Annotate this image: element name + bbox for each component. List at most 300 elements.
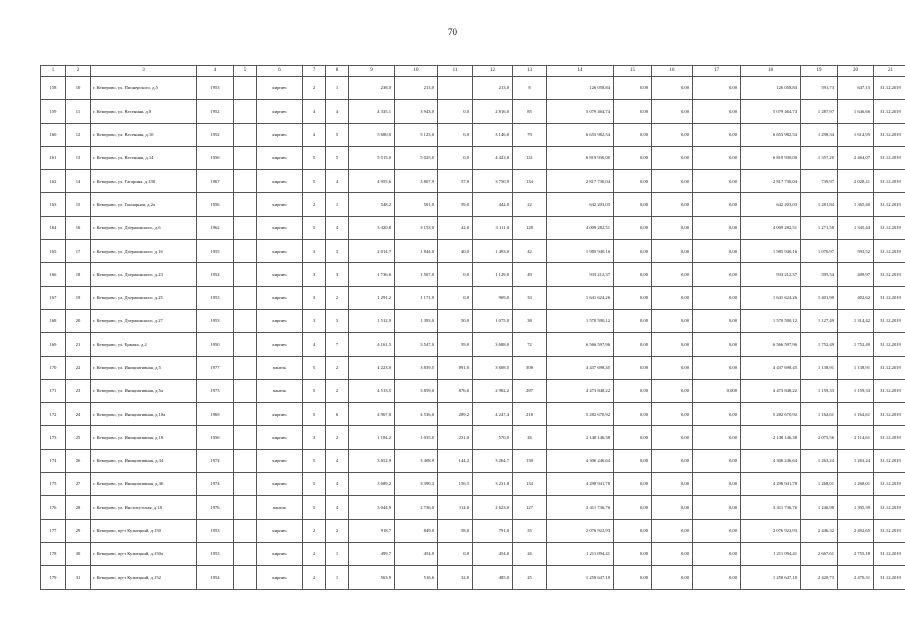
- table-cell: 1 035,0: [395, 426, 438, 449]
- table-cell: 0,00: [693, 403, 741, 426]
- table-cell: [234, 286, 257, 309]
- table-cell: 0,00: [693, 309, 741, 332]
- table-cell: 4: [303, 123, 326, 146]
- table-cell: 1 357,20: [801, 146, 838, 169]
- table-cell: 1973: [197, 379, 234, 402]
- table-cell: 121: [513, 146, 547, 169]
- table-cell: 2: [303, 77, 326, 100]
- table-cell: 164: [41, 216, 66, 239]
- table-cell: 2 755,18: [838, 542, 874, 565]
- table-cell: 4: [326, 170, 349, 193]
- table-cell: 4 967,0: [349, 403, 395, 426]
- table-cell: панель: [257, 356, 303, 379]
- table-cell: 2 420,73: [801, 566, 838, 589]
- table-cell: 38: [513, 309, 547, 332]
- table-cell: 11: [66, 100, 91, 123]
- column-number: 2: [66, 66, 91, 77]
- table-cell: 0,00: [652, 333, 693, 356]
- column-number: 7: [303, 66, 326, 77]
- table-cell: 3 420,8: [349, 216, 395, 239]
- table-cell: 40,0: [438, 240, 473, 263]
- table-cell: 1974: [197, 449, 234, 472]
- table-row: [41, 146, 905, 169]
- table-cell: 4 473 848,22: [547, 379, 614, 402]
- table-cell: 0,00: [652, 542, 693, 565]
- table-cell: 0,00: [693, 100, 741, 123]
- table-cell: 0,0: [438, 146, 473, 169]
- table-cell: 1: [326, 77, 349, 100]
- table-cell: 3 839,5: [395, 356, 438, 379]
- table-cell: 1 287,97: [801, 100, 838, 123]
- address-cell: г. Кемерово, пр-т Кузнецкий, д.152: [91, 566, 197, 589]
- table-cell: 2: [326, 519, 349, 542]
- table-cell: 1 250 647,10: [741, 566, 801, 589]
- table-cell: 499,7: [349, 542, 395, 565]
- table-cell: 31.12.2019: [874, 496, 905, 519]
- table-cell: 1 365,40: [838, 193, 874, 216]
- table-cell: 29: [66, 519, 91, 542]
- table-cell: 2: [326, 286, 349, 309]
- table-row: [41, 333, 905, 356]
- table-cell: кирпич: [257, 426, 303, 449]
- table-cell: 1 844,0: [395, 240, 438, 263]
- table-cell: 2 014,7: [349, 240, 395, 263]
- table-cell: 0,00: [652, 193, 693, 216]
- table-cell: 0,00: [614, 216, 652, 239]
- table-row: [41, 542, 905, 565]
- table-cell: 1 159,33: [838, 379, 874, 402]
- table-cell: 31.12.2019: [874, 77, 905, 100]
- table-cell: 4 513,5: [349, 379, 395, 402]
- table-cell: 0,00: [614, 356, 652, 379]
- table-cell: 2 667,61: [801, 542, 838, 565]
- table-cell: 1955: [197, 240, 234, 263]
- table-cell: 128: [513, 216, 547, 239]
- table-cell: 2 817 730,04: [741, 170, 801, 193]
- table-cell: 1953: [197, 286, 234, 309]
- table-cell: 58,0: [438, 519, 473, 542]
- table-cell: 3 231,8: [473, 473, 513, 496]
- table-cell: 1969: [197, 403, 234, 426]
- table-cell: 165: [41, 240, 66, 263]
- table-cell: 4 298 941,78: [741, 473, 801, 496]
- table-cell: 31.12.2019: [874, 333, 905, 356]
- table-cell: 5: [303, 356, 326, 379]
- table-cell: 176: [41, 496, 66, 519]
- table-cell: 85: [513, 100, 547, 123]
- table-cell: 5: [326, 146, 349, 169]
- table-cell: 3 411 736,76: [547, 496, 614, 519]
- table-cell: 32,0: [438, 566, 473, 589]
- table-cell: 19: [66, 286, 91, 309]
- column-number: 10: [395, 66, 438, 77]
- table-cell: 2 736,0: [395, 496, 438, 519]
- table-cell: 26: [513, 542, 547, 565]
- table-cell: 0,00: [652, 519, 693, 542]
- table-cell: 0,00: [614, 473, 652, 496]
- table-cell: 12: [66, 123, 91, 146]
- table-row: [41, 403, 905, 426]
- table-cell: 1967: [197, 170, 234, 193]
- table-cell: 231,0: [438, 426, 473, 449]
- table-cell: 1 281,84: [801, 193, 838, 216]
- table-cell: [234, 333, 257, 356]
- table-cell: 969,0: [473, 286, 513, 309]
- table-cell: 3: [326, 309, 349, 332]
- table-cell: 174: [41, 449, 66, 472]
- table-cell: 2: [303, 542, 326, 565]
- table-cell: 2 076 922,93: [741, 519, 801, 542]
- table-cell: 1: [326, 566, 349, 589]
- column-number: 4: [197, 66, 234, 77]
- address-cell: г. Кемерово, ул. Инициативная, д.5: [91, 356, 197, 379]
- table-cell: 4 161,5: [349, 333, 395, 356]
- table-cell: 0,00: [693, 216, 741, 239]
- table-cell: 0,00: [693, 566, 741, 589]
- table-cell: 791,0: [473, 519, 513, 542]
- table-cell: 2 492,65: [838, 519, 874, 542]
- table-cell: 933 212,37: [741, 263, 801, 286]
- table-cell: 6 819 930,00: [741, 146, 801, 169]
- table-cell: 1977: [197, 356, 234, 379]
- table-cell: 2: [326, 356, 349, 379]
- table-cell: 0,00: [652, 77, 693, 100]
- table-cell: 31.12.2019: [874, 403, 905, 426]
- table-cell: 172: [41, 403, 66, 426]
- table-cell: 35: [513, 519, 547, 542]
- table-cell: 6 566 597,96: [741, 333, 801, 356]
- table-cell: 1 512,9: [349, 309, 395, 332]
- table-cell: 4 009 282,51: [741, 216, 801, 239]
- table-cell: 5 079 464,74: [547, 100, 614, 123]
- table-cell: 163: [41, 193, 66, 216]
- table-cell: 4 298 941,78: [547, 473, 614, 496]
- table-row: [41, 356, 905, 379]
- table-cell: 0,00: [614, 449, 652, 472]
- column-number: 5: [234, 66, 257, 77]
- table-cell: 1 985 940,16: [547, 240, 614, 263]
- table-cell: 3 044,9: [349, 496, 395, 519]
- table-cell: 18: [66, 263, 91, 286]
- table-cell: 218: [513, 403, 547, 426]
- table-cell: 167: [41, 286, 66, 309]
- table-cell: 1 250 647,10: [547, 566, 614, 589]
- table-cell: 3 111,0: [473, 216, 513, 239]
- table-cell: 168: [41, 309, 66, 332]
- table-cell: 1 164,61: [838, 403, 874, 426]
- table-cell: 1 271,58: [801, 216, 838, 239]
- table-cell: 1 736,6: [349, 263, 395, 286]
- table-cell: 72: [513, 333, 547, 356]
- table-cell: 5: [303, 449, 326, 472]
- table-cell: 175: [41, 473, 66, 496]
- table-cell: 31.12.2019: [874, 473, 905, 496]
- table-cell: 4 955,6: [349, 170, 395, 193]
- table-cell: 0,00: [614, 77, 652, 100]
- table-cell: [234, 542, 257, 565]
- table-cell: 3 689,2: [349, 473, 395, 496]
- address-cell: г. Кемерово, ул. Инициативная, д.18: [91, 426, 197, 449]
- table-cell: [234, 100, 257, 123]
- table-cell: 0,00: [652, 309, 693, 332]
- table-cell: 173: [41, 426, 66, 449]
- table-row: [41, 240, 905, 263]
- table-cell: 501,0: [395, 193, 438, 216]
- address-cell: г. Кемерово, ул. Инициативная, д.18а: [91, 403, 197, 426]
- column-number: 9: [349, 66, 395, 77]
- table-cell: 1 314,42: [838, 309, 874, 332]
- table-cell: кирпич: [257, 403, 303, 426]
- table-cell: 2: [326, 379, 349, 402]
- table-cell: [234, 263, 257, 286]
- table-cell: 1974: [197, 473, 234, 496]
- table-row: [41, 473, 905, 496]
- table-cell: кирпич: [257, 566, 303, 589]
- table-cell: 0,00: [614, 333, 652, 356]
- housing-register-table: [40, 65, 905, 590]
- table-cell: 1 129,0: [473, 263, 513, 286]
- table-cell: 0,00: [652, 263, 693, 286]
- table-cell: 31.12.2019: [874, 566, 905, 589]
- table-cell: 31.12.2019: [874, 170, 905, 193]
- table-cell: 642 203,03: [547, 193, 614, 216]
- table-row: [41, 193, 905, 216]
- column-number: 12: [473, 66, 513, 77]
- table-cell: 27: [66, 473, 91, 496]
- table-cell: 1 985 940,16: [741, 240, 801, 263]
- table-cell: 2 148 146,38: [547, 426, 614, 449]
- table-cell: 0,0: [438, 123, 473, 146]
- table-cell: 0,00: [652, 403, 693, 426]
- table-cell: 0,00: [693, 193, 741, 216]
- table-cell: 5: [303, 403, 326, 426]
- table-cell: 1 075,0: [473, 309, 513, 332]
- table-cell: 114,0: [438, 496, 473, 519]
- table-cell: 4 473 848,22: [741, 379, 801, 402]
- table-cell: 1976: [197, 496, 234, 519]
- table-cell: 2 076 922,93: [547, 519, 614, 542]
- table-cell: 0,00: [693, 170, 741, 193]
- table-cell: 1 246,98: [801, 496, 838, 519]
- table-cell: 31.12.2019: [874, 100, 905, 123]
- table-cell: 0,00: [693, 333, 741, 356]
- table-cell: кирпич: [257, 77, 303, 100]
- table-cell: 31.12.2019: [874, 449, 905, 472]
- table-cell: 2 470,31: [838, 566, 874, 589]
- table-row: [41, 123, 905, 146]
- table-cell: 1 305,39: [838, 496, 874, 519]
- table-cell: 31.12.2019: [874, 240, 905, 263]
- table-cell: 1 268,01: [801, 473, 838, 496]
- table-cell: 31.12.2019: [874, 309, 905, 332]
- column-number: 15: [614, 66, 652, 77]
- table-cell: 4: [326, 100, 349, 123]
- table-cell: [234, 146, 257, 169]
- table-cell: 0,00: [652, 473, 693, 496]
- table-cell: [234, 379, 257, 402]
- table-cell: 570,0: [473, 426, 513, 449]
- table-cell: 0,00: [614, 170, 652, 193]
- table-cell: 7: [326, 333, 349, 356]
- address-cell: г. Кемерово, ул. Дзержинского, д.23: [91, 263, 197, 286]
- table-cell: 3 264,7: [473, 449, 513, 472]
- table-cell: 409,97: [838, 263, 874, 286]
- table-cell: 0,00: [652, 426, 693, 449]
- table-cell: 2 446,32: [801, 519, 838, 542]
- table-cell: 0,00: [614, 123, 652, 146]
- column-number: 16: [652, 66, 693, 77]
- table-row: [41, 170, 905, 193]
- table-cell: 171: [41, 379, 66, 402]
- table-cell: 213,0: [395, 77, 438, 100]
- table-cell: 5: [326, 123, 349, 146]
- table-cell: 0,0: [438, 286, 473, 309]
- table-cell: 3 652,9: [349, 449, 395, 472]
- table-cell: 31.12.2019: [874, 216, 905, 239]
- address-cell: г. Кемерово, ул. Дзержинского, д.25: [91, 286, 197, 309]
- table-cell: [234, 496, 257, 519]
- table-cell: 22: [513, 193, 547, 216]
- table-cell: 0,00: [693, 240, 741, 263]
- table-cell: [234, 193, 257, 216]
- address-cell: г. Кемерово, ул. Инициативная, д.36: [91, 473, 197, 496]
- column-number: 21: [874, 66, 905, 77]
- table-cell: кирпич: [257, 333, 303, 356]
- table-cell: 1 641 624,26: [741, 286, 801, 309]
- table-cell: [234, 170, 257, 193]
- table-cell: 26: [66, 449, 91, 472]
- table-cell: 1 493,0: [473, 240, 513, 263]
- table-cell: 0,00: [652, 146, 693, 169]
- table-cell: 0,00: [652, 100, 693, 123]
- table-cell: 0,00: [693, 519, 741, 542]
- table-cell: 0,00: [693, 473, 741, 496]
- column-number: 13: [513, 66, 547, 77]
- table-cell: 3 153,0: [395, 216, 438, 239]
- table-cell: 25: [66, 426, 91, 449]
- table-cell: 162: [41, 170, 66, 193]
- table-cell: 179: [41, 566, 66, 589]
- table-cell: 2 114,61: [838, 426, 874, 449]
- table-cell: 31.12.2019: [874, 286, 905, 309]
- table-cell: 1 345,44: [838, 216, 874, 239]
- address-cell: г. Кемерово, ул. Институтская, д.18: [91, 496, 197, 519]
- table-cell: 0,00: [693, 496, 741, 519]
- table-cell: 1 184,2: [349, 426, 395, 449]
- table-cell: 31.12.2019: [874, 263, 905, 286]
- table-cell: 20: [66, 309, 91, 332]
- table-cell: 130: [513, 449, 547, 472]
- table-cell: 2 982,2: [473, 379, 513, 402]
- table-cell: 1954: [197, 263, 234, 286]
- table-cell: 1 211 094,41: [547, 542, 614, 565]
- table-cell: 3: [303, 286, 326, 309]
- table-cell: 4 423,0: [473, 146, 513, 169]
- table-cell: 5: [303, 146, 326, 169]
- table-cell: 1 076,97: [801, 240, 838, 263]
- table-cell: 0,00: [652, 286, 693, 309]
- table-cell: 647,13: [838, 77, 874, 100]
- address-cell: г. Кемерово, ул. Инициативная, д.5а: [91, 379, 197, 402]
- table-cell: 485,0: [473, 566, 513, 589]
- table-cell: [234, 77, 257, 100]
- table-row: [41, 286, 905, 309]
- table-cell: 3 146,0: [473, 123, 513, 146]
- table-cell: 30: [66, 542, 91, 565]
- table-cell: панель: [257, 496, 303, 519]
- table-cell: 4 306 246,64: [741, 449, 801, 472]
- table-cell: 591,73: [801, 77, 838, 100]
- table-cell: 24: [66, 403, 91, 426]
- table-cell: 1 646,66: [838, 100, 874, 123]
- table-cell: 4 335,1: [349, 100, 395, 123]
- table-row: [41, 496, 905, 519]
- table-cell: 1962: [197, 216, 234, 239]
- table-cell: 1956: [197, 426, 234, 449]
- table-row: [41, 449, 905, 472]
- table-cell: 158: [41, 77, 66, 100]
- table-cell: 1 641 624,26: [547, 286, 614, 309]
- table-cell: 17: [66, 240, 91, 263]
- table-cell: 876,6: [438, 379, 473, 402]
- table-cell: 1 171,0: [395, 286, 438, 309]
- column-number-row: [41, 66, 905, 77]
- table-cell: 4 437 698,45: [547, 356, 614, 379]
- table-cell: 3 408,9: [395, 449, 438, 472]
- address-cell: г. Кемерово, ул. Дзержинского, д.6: [91, 216, 197, 239]
- table-cell: кирпич: [257, 519, 303, 542]
- table-cell: 4 009 282,51: [547, 216, 614, 239]
- table-cell: кирпич: [257, 542, 303, 565]
- table-cell: 3: [303, 240, 326, 263]
- table-cell: 6: [326, 403, 349, 426]
- table-cell: 169: [41, 333, 66, 356]
- table-cell: 126 058,84: [741, 77, 801, 100]
- table-cell: 0,00: [652, 449, 693, 472]
- table-cell: 134: [513, 170, 547, 193]
- table-cell: 31: [66, 566, 91, 589]
- table-cell: 1 401,90: [801, 286, 838, 309]
- table-cell: [234, 240, 257, 263]
- table-cell: 21: [66, 333, 91, 356]
- table-cell: [234, 356, 257, 379]
- table-cell: 0,00: [652, 496, 693, 519]
- table-cell: 0,00: [652, 216, 693, 239]
- table-cell: 178: [41, 542, 66, 565]
- table-cell: 1953: [197, 77, 234, 100]
- table-cell: 3 859,0: [395, 379, 438, 402]
- table-cell: 6 653 982,54: [741, 123, 801, 146]
- table-cell: 1 567,0: [395, 263, 438, 286]
- table-cell: 1 268,01: [838, 473, 874, 496]
- table-cell: 1 138,91: [838, 356, 874, 379]
- table-row: [41, 216, 905, 239]
- table-cell: [234, 473, 257, 496]
- table-cell: 0,00: [614, 496, 652, 519]
- column-number: 18: [741, 66, 801, 77]
- table-cell: 127: [513, 496, 547, 519]
- table-cell: 4 437 698,45: [741, 356, 801, 379]
- page-number: 70: [448, 27, 457, 37]
- table-cell: 161: [41, 146, 66, 169]
- address-cell: г. Кемерово, ул. Дзержинского, д.16: [91, 240, 197, 263]
- table-cell: 31.12.2019: [874, 123, 905, 146]
- table-cell: 0,00: [693, 286, 741, 309]
- table-cell: 5 025,0: [395, 146, 438, 169]
- column-number: 14: [547, 66, 614, 77]
- column-number: 3: [91, 66, 197, 77]
- table-cell: 3 411 736,76: [741, 496, 801, 519]
